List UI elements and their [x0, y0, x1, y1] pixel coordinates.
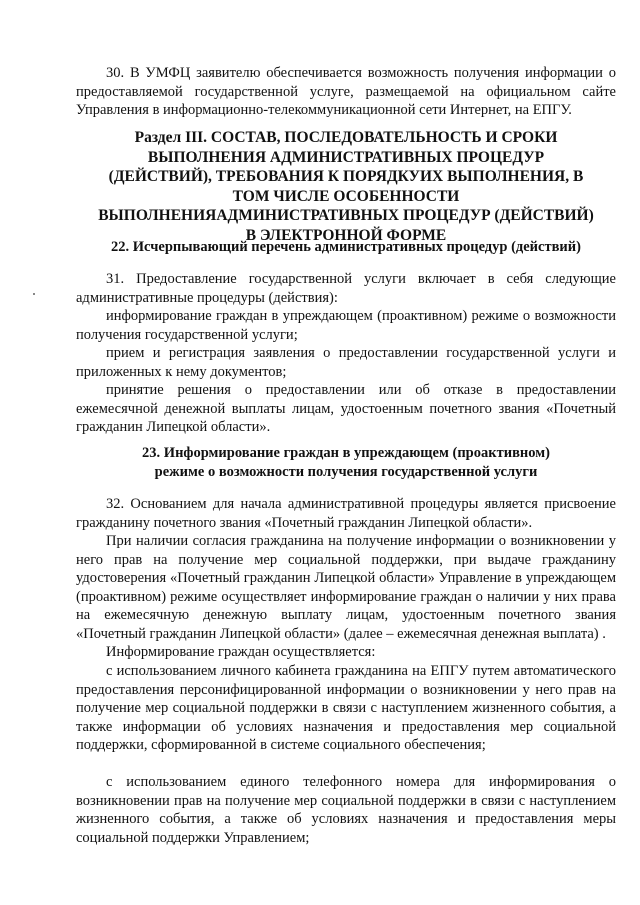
paragraph-32-consent: При наличии согласия гражданина на получение информации о возникновении у него прав на получение мер социальной поддержки, при выдаче гражданину удостоверения «Почетный гражданин Липецкой области» Управление в упреждающем (проактивном) режиме осуществляет информирование граждан о наличии у них права на ежемесячную денежную выплату лицам, удостоенным почетного звания «Почетный гражданин Липецкой области» (далее – ежемесячная денежная выплата) . — [76, 533, 616, 642]
scan-speck — [33, 293, 35, 295]
paragraph-32-informing: Информирование граждан осуществляется: — [106, 644, 376, 660]
paragraph-32: 32. Основанием для начала административной процедуры является присвоение гражданину почетного звания «Почетный гражданин Липецкой области». — [76, 496, 616, 531]
subsection-22-title: 22. Исчерпывающий перечень административных процедур (действий) — [111, 239, 581, 255]
paragraph-31: 31. Предоставление государственной услуги включает в себя следующие административные процедуры (действия): — [76, 271, 616, 306]
paragraph-32-phone: с использованием единого телефонного номера для информирования о возникновении прав на получение мер социальной поддержки в связи с наступлением жизненного события, а также об условиях назначения и предоставления меры социальной поддержки Управлением; — [76, 774, 616, 846]
paragraph-32-epgu: с использованием личного кабинета гражданина на ЕПГУ путем автоматического предоставления персонифицированной информации о возникновении у него прав на получение мер социальной поддержки в связи с наступлением жизненного события, а также информации об условиях назначения и предоставления мер социальной поддержки, сформированной в системе социального обеспечения; — [76, 663, 616, 753]
paragraph-31-item-3: принятие решения о предоставлении или об отказе в предоставлении ежемесячной денежной выплаты лицам, удостоенным почетного звания «Почетный гражданин Липецкой области». — [76, 382, 616, 435]
subsection-23-title-line-1: 23. Информирование граждан в упреждающем (проактивном) — [142, 445, 550, 461]
paragraph-31-item-1: информирование граждан в упреждающем (проактивном) режиме о возможности получения государственной услуги; — [76, 308, 616, 343]
paragraph-31-item-2: прием и регистрация заявления о предоставлении государственной услуги и приложенных к нему документов; — [76, 345, 616, 380]
section-3-title: Раздел III. СОСТАВ, ПОСЛЕДОВАТЕЛЬНОСТЬ И СРОКИ ВЫПОЛНЕНИЯ АДМИНИСТРАТИВНЫХ ПРОЦЕДУР (ДЕЙСТВИЙ), ТРЕБОВАНИЯ К ПОРЯДКУИХ ВЫПОЛНЕНИЯ, В ТОМ ЧИСЛЕ ОСОБЕННОСТИ ВЫПОЛНЕНИЯАДМИНИСТРАТИВНЫХ ПРОЦЕДУР (ДЕЙСТВИЙ) В ЭЛЕКТРОННОЙ ФОРМЕ — [98, 129, 594, 244]
paragraph-30: 30. В УМФЦ заявителю обеспечивается возможность получения информации о предоставляемой государственной услуге, размещаемой на официальном сайте Управления в информационно-телекоммуникационной сети Интернет, на ЕПГУ. — [76, 65, 616, 118]
subsection-23-title-line-2: режиме о возможности получения государственной услуги — [154, 464, 538, 480]
